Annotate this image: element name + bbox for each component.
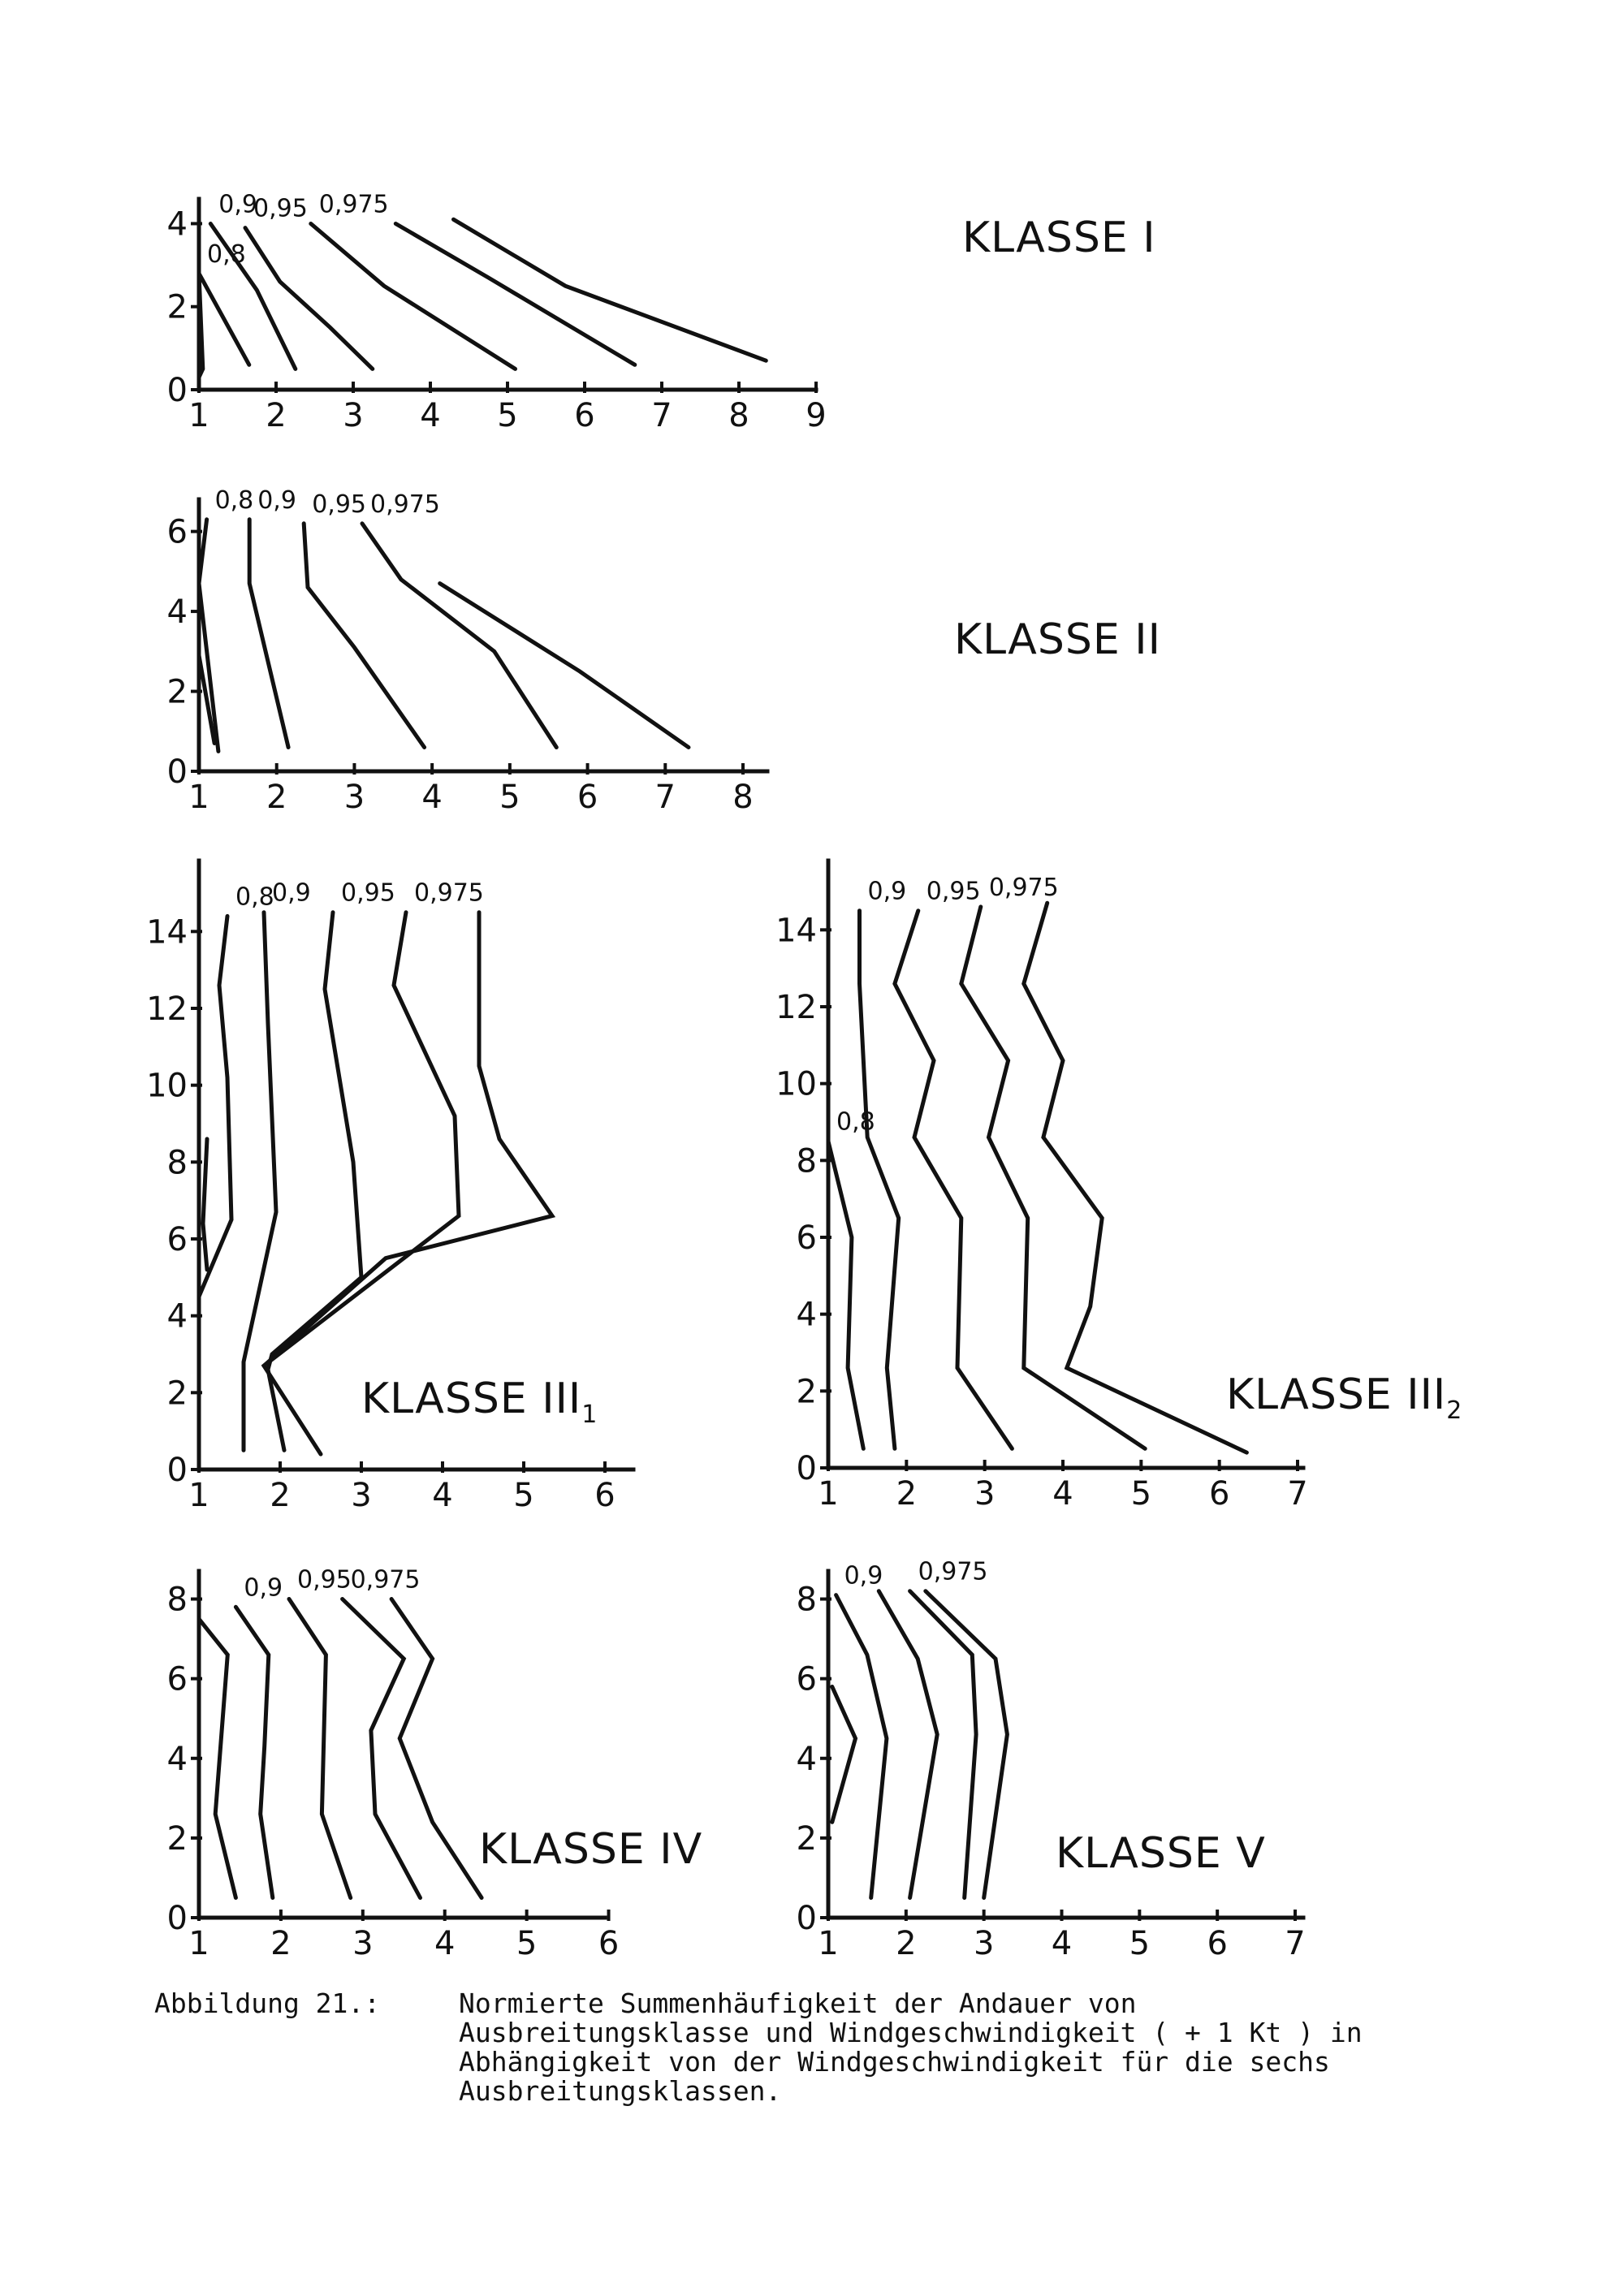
- series-label: 0,975: [414, 878, 484, 908]
- x-tick-label: 4: [1051, 1925, 1073, 1962]
- x-tick-label: 7: [654, 779, 676, 816]
- series-line-1: [203, 1139, 207, 1270]
- x-tick-label: 4: [1052, 1475, 1073, 1513]
- x-tick-label: 1: [818, 1925, 839, 1962]
- y-tick-label: 4: [166, 1297, 188, 1336]
- y-tick-label: 2: [796, 1819, 817, 1858]
- chart-title: KLASSE IV: [479, 1825, 703, 1874]
- series-line-2: [860, 911, 899, 1449]
- y-tick-label: 2: [166, 673, 188, 711]
- x-tick-label: 2: [270, 1477, 291, 1514]
- series-line-6: [454, 219, 767, 360]
- y-tick-label: 14: [775, 912, 817, 950]
- x-tick-label: 8: [728, 397, 749, 434]
- y-tick-label: 2: [166, 1375, 188, 1413]
- series-line-4: [304, 524, 424, 748]
- x-tick-label: 6: [598, 1925, 620, 1962]
- chart-panel-1: [167, 190, 1156, 434]
- series-line-3: [895, 911, 1013, 1449]
- y-tick-label: 12: [775, 989, 817, 1026]
- x-tick-label: 4: [421, 779, 443, 816]
- series-line-5: [391, 1599, 482, 1898]
- chart-panel-2: [167, 486, 1161, 816]
- y-tick-label: 2: [796, 1373, 817, 1411]
- x-tick-label: 4: [432, 1477, 453, 1514]
- x-tick-label: 3: [974, 1475, 996, 1513]
- series-label: 0,975: [988, 873, 1059, 902]
- chart-title: KLASSE $III_2$: [1226, 1370, 1463, 1425]
- y-tick-label: 8: [796, 1142, 817, 1180]
- series-line-4: [910, 1591, 977, 1898]
- x-tick-label: 5: [499, 779, 520, 816]
- series-line-1: [199, 1619, 235, 1897]
- series-line-5: [1024, 903, 1247, 1452]
- chart-title: KLASSE V: [1056, 1829, 1266, 1878]
- series-label: 0,95: [312, 490, 367, 519]
- x-tick-label: 6: [577, 779, 598, 816]
- chart-title-subscript: 2: [1446, 1396, 1463, 1425]
- series-line-1: [199, 274, 249, 378]
- series-line-5: [264, 913, 459, 1454]
- series-line-5: [395, 224, 635, 365]
- x-tick-label: 1: [818, 1475, 839, 1513]
- y-tick-label: 6: [166, 1660, 188, 1698]
- y-tick-label: 0: [166, 753, 188, 791]
- y-tick-label: 6: [796, 1219, 817, 1257]
- series-line-2: [235, 1607, 272, 1897]
- y-tick-label: 14: [146, 913, 188, 952]
- x-tick-label: 1: [188, 1925, 209, 1962]
- chart-title: KLASSE $III_1$: [361, 1375, 598, 1429]
- chart-panel-5: [167, 1566, 703, 1962]
- x-tick-label: 4: [420, 397, 441, 434]
- x-tick-label: 5: [1130, 1475, 1152, 1513]
- series-label: 0,95: [341, 878, 395, 908]
- x-tick-label: 3: [352, 1925, 374, 1962]
- y-tick-label: 8: [166, 1581, 188, 1619]
- series-line-2: [210, 224, 296, 369]
- series-line-6: [440, 584, 689, 748]
- y-tick-label: 4: [166, 593, 188, 632]
- series-label: 0,975: [918, 1557, 988, 1586]
- x-tick-label: 3: [973, 1925, 995, 1962]
- caption-text: Normierte Summenhäufigkeit der Andauer von Ausbreitungsklasse und Windgeschwindigkeit ( + 1 Kt ) in Abhängigkeit von der Windgeschwindigkeit für die sechs Ausbreitungsklassen.: [459, 1987, 1363, 2107]
- x-tick-label: 1: [188, 1477, 209, 1514]
- y-tick-label: 4: [796, 1740, 817, 1778]
- series-line-1: [828, 1142, 863, 1449]
- series-line-6: [264, 913, 552, 1366]
- x-tick-label: 2: [270, 1925, 292, 1962]
- series-line-4: [343, 1599, 421, 1898]
- series-label: 0,8: [214, 486, 254, 515]
- y-tick-label: 8: [796, 1581, 817, 1619]
- x-tick-label: 5: [513, 1477, 534, 1514]
- series-label: 0,9: [272, 878, 311, 908]
- chart-panel-4: [775, 861, 1462, 1513]
- y-tick-label: 10: [146, 1067, 188, 1105]
- y-tick-label: 6: [166, 513, 188, 551]
- series-label: 0,8: [207, 240, 246, 269]
- series-label: 0,9: [257, 486, 296, 515]
- chart-title: KLASSE I: [962, 214, 1156, 262]
- series-label: 0,975: [370, 490, 440, 519]
- chart-panel-6: [797, 1558, 1306, 1962]
- series-line-3: [245, 228, 373, 369]
- series-line-3: [249, 520, 288, 748]
- x-tick-label: 6: [1208, 1475, 1230, 1513]
- series-label: 0,9: [244, 1573, 283, 1603]
- y-tick-label: 10: [775, 1065, 817, 1103]
- x-tick-label: 3: [343, 779, 365, 816]
- y-tick-label: 6: [796, 1660, 817, 1698]
- series-label: 0,95: [926, 877, 981, 906]
- y-tick-label: 4: [796, 1296, 817, 1334]
- y-tick-label: 4: [166, 1740, 188, 1778]
- y-tick-label: 6: [166, 1221, 188, 1258]
- x-tick-label: 7: [1287, 1475, 1308, 1513]
- x-tick-label: 3: [351, 1477, 372, 1514]
- x-tick-label: 6: [574, 397, 595, 434]
- series-label: 0,9: [867, 877, 907, 906]
- y-tick-label: 8: [166, 1144, 188, 1182]
- y-tick-label: 0: [796, 1450, 817, 1487]
- x-tick-label: 3: [343, 397, 364, 434]
- y-tick-label: 12: [146, 990, 188, 1028]
- series-label: 0,95: [253, 194, 308, 223]
- x-tick-label: 5: [1129, 1925, 1151, 1962]
- series-label: 0,95: [297, 1565, 352, 1595]
- x-tick-label: 5: [497, 397, 518, 434]
- y-tick-label: 0: [166, 1900, 188, 1937]
- series-label: 0,975: [318, 190, 389, 219]
- y-tick-label: 0: [796, 1900, 817, 1937]
- x-tick-label: 6: [594, 1477, 615, 1514]
- series-line-4: [961, 907, 1145, 1448]
- x-tick-label: 2: [896, 1925, 917, 1962]
- x-tick-label: 7: [651, 397, 672, 434]
- series-line-2: [836, 1595, 887, 1898]
- x-tick-label: 1: [188, 779, 209, 816]
- series-line-3: [244, 913, 276, 1451]
- x-tick-label: 4: [434, 1925, 456, 1962]
- y-tick-label: 0: [166, 372, 188, 409]
- series-line-4: [311, 224, 516, 369]
- series-label: 0,975: [350, 1565, 421, 1595]
- series-line-3: [289, 1599, 351, 1898]
- x-tick-label: 2: [266, 779, 287, 816]
- y-tick-label: 2: [166, 1819, 188, 1858]
- series-label: 0,9: [844, 1561, 883, 1590]
- x-tick-label: 7: [1285, 1925, 1306, 1962]
- y-tick-label: 0: [166, 1452, 188, 1489]
- x-tick-label: 2: [896, 1475, 918, 1513]
- y-tick-label: 4: [166, 205, 188, 244]
- chart-title-subscript: 1: [581, 1400, 598, 1429]
- x-tick-label: 6: [1207, 1925, 1228, 1962]
- caption-label: Abbildung 21.:: [154, 1987, 381, 2019]
- series-label: 0,9: [218, 190, 257, 219]
- x-tick-label: 8: [732, 779, 754, 816]
- x-tick-label: 2: [266, 397, 287, 434]
- series-line-4: [268, 913, 361, 1451]
- chart-title: KLASSE II: [954, 615, 1161, 664]
- series-line-5: [362, 524, 556, 748]
- x-tick-label: 5: [516, 1925, 538, 1962]
- series-label: 0,8: [836, 1107, 875, 1137]
- series-line-1: [832, 1687, 856, 1823]
- y-tick-label: 2: [166, 288, 188, 326]
- chart-panel-3: [146, 861, 633, 1514]
- x-tick-label: 9: [806, 397, 827, 434]
- series-label: 0,8: [235, 883, 274, 912]
- x-tick-label: 1: [188, 397, 209, 434]
